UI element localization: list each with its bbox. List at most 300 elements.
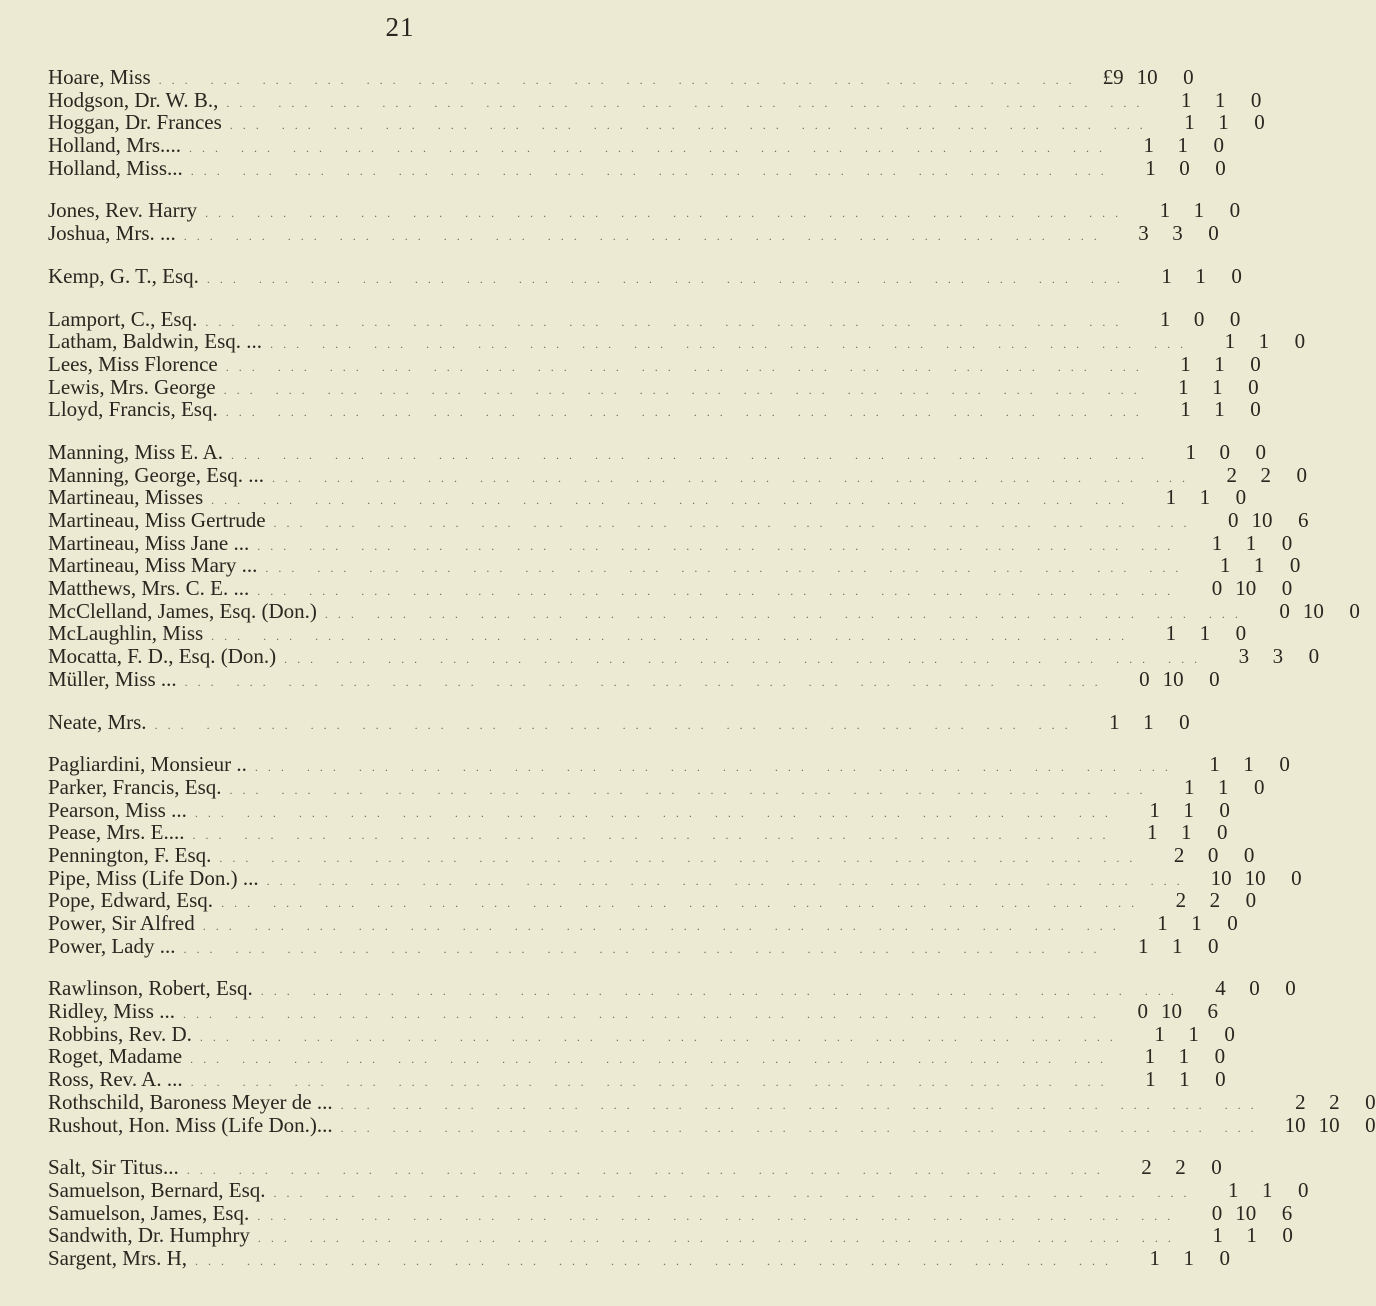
shillings-amount: 1 xyxy=(1258,329,1270,354)
subscriber-row xyxy=(48,462,1307,487)
shillings-amount: 1 xyxy=(1243,752,1254,777)
pounds-amount: 1 xyxy=(1224,329,1236,354)
shillings-amount: 1 xyxy=(1199,485,1211,510)
leader-dots xyxy=(276,648,1207,671)
shillings-amount: 1 xyxy=(1214,87,1226,112)
leader-dots xyxy=(197,202,1128,225)
amount xyxy=(1197,1179,1309,1202)
subscriber-row xyxy=(48,752,1290,777)
amount xyxy=(1144,889,1256,912)
pence-amount: 0 xyxy=(1365,1089,1376,1114)
leader-dots xyxy=(218,356,1149,379)
shillings-amount: 1 xyxy=(1218,774,1229,799)
amount xyxy=(1149,89,1261,112)
subscriber-name: Manning, Miss E. A. xyxy=(48,439,224,464)
shillings-amount: 2 xyxy=(1175,1155,1186,1180)
pence-amount: 0 xyxy=(1282,1223,1293,1248)
pounds-amount: 0 xyxy=(1211,1200,1223,1225)
pounds-amount: 1 xyxy=(1184,110,1195,135)
pounds-amount: 1 xyxy=(1149,797,1160,822)
letter-group xyxy=(48,439,1360,691)
shillings-amount: 0 xyxy=(1249,976,1260,1001)
subscriber-name: Jones, Rev. Harry xyxy=(48,198,198,223)
amount xyxy=(1107,222,1219,245)
subscriber-name: Pagliardini, Monsieur .. xyxy=(48,752,247,777)
subscriber-name: McClelland, James, Esq. (Don.) xyxy=(48,598,317,623)
subscriber-row xyxy=(48,530,1293,555)
amount xyxy=(1190,867,1302,890)
shillings-amount: 10 xyxy=(1136,65,1158,89)
leader-dots xyxy=(181,137,1112,160)
leader-dots xyxy=(187,802,1118,825)
leader-dots xyxy=(218,92,1149,115)
pounds-amount: 1 xyxy=(1159,306,1171,331)
subscriber-row xyxy=(48,306,1241,331)
shillings-amount: 1 xyxy=(1179,1067,1190,1092)
subscriber-name: Sargent, Mrs. H, xyxy=(48,1245,188,1270)
pounds-amount: 1 xyxy=(1161,263,1172,288)
shillings-amount: 0 xyxy=(1193,306,1205,331)
shillings-amount: 1 xyxy=(1143,709,1154,734)
shillings-amount: 10 xyxy=(1160,999,1182,1024)
amount xyxy=(1110,1156,1222,1179)
amount xyxy=(1123,1023,1235,1046)
shillings-amount: 10 xyxy=(1162,666,1184,691)
pence-amount: 0 xyxy=(1289,553,1301,578)
pounds-amount: 2 xyxy=(1141,1155,1152,1180)
shillings-amount: 1 xyxy=(1193,198,1205,223)
pence-amount: 0 xyxy=(1216,820,1228,845)
subscriber-row xyxy=(48,1112,1376,1137)
subscriber-name: Lamport, C., Esq. xyxy=(48,306,198,331)
subscriber-row xyxy=(48,1021,1235,1046)
pounds-amount: 1 xyxy=(1185,439,1197,464)
pence-amount: 0 xyxy=(1235,621,1247,646)
amount xyxy=(1180,532,1292,555)
leader-dots xyxy=(218,401,1149,424)
pounds-amount: 3 xyxy=(1138,221,1149,246)
subscriber-name: Müller, Miss ... xyxy=(48,666,177,691)
pence-amount: 0 xyxy=(1235,485,1247,510)
pence-amount: 0 xyxy=(1208,221,1219,246)
shillings-amount: 1 xyxy=(1177,133,1188,158)
pence-amount: 0 xyxy=(1211,1155,1222,1180)
shillings-amount: 1 xyxy=(1188,1021,1199,1046)
leader-dots xyxy=(253,980,1184,1003)
shillings-amount: 2 xyxy=(1209,888,1221,913)
shillings-amount: 0 xyxy=(1207,842,1219,867)
subscriber-name: Mocatta, F. D., Esq. (Don.) xyxy=(48,644,277,669)
letter-group xyxy=(48,198,1241,246)
shillings-amount: 1 xyxy=(1253,553,1265,578)
subscriber-row xyxy=(48,508,1309,532)
pence-amount: 0 xyxy=(1215,1067,1226,1092)
subscriber-row xyxy=(48,155,1226,180)
subscriber-name: Martineau, Miss Mary ... xyxy=(48,553,258,578)
subscriber-name: Lewis, Mrs. George xyxy=(48,374,216,399)
subscriber-name: Holland, Mrs.... xyxy=(48,133,181,158)
subscriber-name: Robbins, Rev. D. xyxy=(48,1021,192,1046)
subscriber-name: Pearson, Miss ... xyxy=(48,797,187,822)
shillings-amount: 1 xyxy=(1246,1223,1257,1248)
pounds-amount: 1 xyxy=(1157,911,1168,935)
pence-amount: 0 xyxy=(1285,976,1296,1001)
subscriber-name: Salt, Sir Titus... xyxy=(48,1155,179,1180)
pence-amount: 0 xyxy=(1229,198,1241,223)
pence-amount: 0 xyxy=(1298,1177,1309,1202)
shillings-amount: 3 xyxy=(1172,221,1183,246)
shillings-amount: 1 xyxy=(1180,820,1192,845)
pounds-amount: 1 xyxy=(1154,1021,1165,1046)
shillings-amount: 1 xyxy=(1214,397,1225,422)
subscriber-row xyxy=(48,329,1306,354)
subscriber-row xyxy=(48,598,1360,623)
pounds-amount: 1 xyxy=(1109,709,1120,734)
shillings-amount: 10 xyxy=(1235,576,1257,601)
subscriber-row xyxy=(48,110,1265,135)
pence-amount: 0 xyxy=(1296,462,1307,487)
leader-dots xyxy=(250,1227,1181,1250)
amount xyxy=(1197,509,1309,532)
leader-dots xyxy=(176,225,1107,248)
subscriber-name: Kemp, G. T., Esq. xyxy=(48,263,199,288)
pounds-amount: 2 xyxy=(1173,842,1185,867)
amount xyxy=(1134,622,1246,645)
amount xyxy=(1195,464,1307,487)
amount xyxy=(1118,1247,1230,1270)
amount xyxy=(1193,330,1305,353)
subscriber-row xyxy=(48,65,1194,89)
subscriber-name: Parker, Francis, Esq. xyxy=(48,774,222,799)
pence-amount: 0 xyxy=(1209,666,1220,691)
amount xyxy=(1130,265,1242,288)
leader-dots xyxy=(216,379,1147,402)
pounds-amount: 0 xyxy=(1279,598,1290,623)
pence-amount: 0 xyxy=(1213,133,1224,158)
leader-dots xyxy=(222,114,1153,137)
pence-amount: 0 xyxy=(1207,933,1219,958)
leader-dots xyxy=(259,870,1190,893)
pounds-amount: 1 xyxy=(1178,374,1189,399)
pence-amount: 0 xyxy=(1229,306,1241,331)
leader-dots xyxy=(249,1205,1180,1228)
subscriber-name: McLaughlin, Miss xyxy=(48,621,204,646)
leader-dots xyxy=(264,467,1195,490)
amount xyxy=(1184,977,1296,1000)
pence-amount: 0 xyxy=(1183,65,1194,89)
subscriber-name: Power, Lady ... xyxy=(48,933,176,958)
pence-amount: 0 xyxy=(1294,329,1306,354)
letter-group xyxy=(48,306,1306,422)
leader-dots xyxy=(199,268,1130,291)
leader-dots xyxy=(222,779,1153,802)
amount xyxy=(1154,441,1266,464)
leader-dots xyxy=(333,1117,1264,1140)
pence-amount: 0 xyxy=(1248,374,1259,399)
amount xyxy=(1118,799,1230,822)
pounds-amount: 1 xyxy=(1209,752,1220,777)
amount xyxy=(1106,935,1218,958)
pence-amount: 0 xyxy=(1219,1245,1231,1270)
subscriber-row xyxy=(48,87,1262,112)
pence-amount: 0 xyxy=(1227,911,1238,935)
subscriber-row xyxy=(48,485,1247,510)
amount xyxy=(1128,308,1240,331)
letter-group xyxy=(48,1155,1309,1270)
subscriber-name: Ridley, Miss ... xyxy=(48,999,175,1024)
subscriber-name: Manning, George, Esq. ... xyxy=(48,462,264,487)
leader-dots xyxy=(262,333,1193,356)
subscriber-name: Hoggan, Dr. Frances xyxy=(48,110,222,135)
pence-amount: 0 xyxy=(1279,752,1290,777)
pounds-amount: 2 xyxy=(1175,888,1187,913)
leader-dots xyxy=(175,938,1106,961)
leader-dots xyxy=(147,714,1078,737)
subscriber-row xyxy=(48,263,1242,288)
subscriber-row xyxy=(48,221,1219,246)
shillings-amount: 1 xyxy=(1183,1245,1195,1270)
leader-dots xyxy=(317,603,1248,626)
subscriber-row xyxy=(48,397,1261,422)
pounds-amount: £9 xyxy=(1102,65,1124,89)
pence-amount: 0 xyxy=(1349,598,1360,623)
subscriber-name: Pipe, Miss (Life Don.) ... xyxy=(48,865,259,890)
subscriber-name: Ross, Rev. A. ... xyxy=(48,1067,183,1092)
leader-dots xyxy=(211,847,1142,870)
shillings-amount: 1 xyxy=(1195,263,1206,288)
leader-dots xyxy=(249,535,1180,558)
amount xyxy=(1134,486,1246,509)
pounds-amount: 2 xyxy=(1226,462,1237,487)
amount xyxy=(1149,398,1261,421)
shillings-amount: 2 xyxy=(1260,462,1271,487)
subscriber-name: Matthews, Mrs. C. E. ... xyxy=(48,576,250,601)
pounds-amount: 1 xyxy=(1165,485,1177,510)
subscriber-row xyxy=(48,976,1296,1001)
subscriber-name: Holland, Miss... xyxy=(48,155,183,180)
amount xyxy=(1147,376,1259,399)
subscriber-row xyxy=(48,999,1218,1024)
pence-amount: 0 xyxy=(1255,439,1267,464)
pence-amount: 0 xyxy=(1224,1021,1235,1046)
leader-dots xyxy=(266,1182,1197,1205)
subscriber-row xyxy=(48,911,1238,935)
subscriber-row xyxy=(48,774,1265,799)
leader-dots xyxy=(249,580,1180,603)
pounds-amount: 4 xyxy=(1215,976,1226,1001)
leader-dots xyxy=(266,512,1197,535)
amount xyxy=(1112,134,1224,157)
leader-dots xyxy=(184,824,1115,847)
pence-amount: 0 xyxy=(1365,1112,1376,1137)
pounds-amount: 1 xyxy=(1180,351,1191,376)
subscriber-name: Martineau, Miss Jane ... xyxy=(48,530,250,555)
amount xyxy=(1149,353,1261,376)
pounds-amount: 1 xyxy=(1145,1067,1156,1092)
pounds-amount: 1 xyxy=(1180,87,1192,112)
pence-amount: 0 xyxy=(1250,397,1261,422)
subscriber-row xyxy=(48,576,1293,601)
shillings-amount: 10 xyxy=(1235,1200,1257,1225)
pounds-amount: 1 xyxy=(1143,133,1154,158)
shillings-amount: 1 xyxy=(1191,911,1202,935)
leader-dots xyxy=(183,160,1114,183)
leader-dots xyxy=(195,915,1126,938)
shillings-amount: 10 xyxy=(1244,865,1266,890)
pence-amount: 0 xyxy=(1245,888,1257,913)
amount xyxy=(1178,753,1290,776)
pence-amount: 0 xyxy=(1231,263,1242,288)
subscriber-name: Pennington, F. Esq. xyxy=(48,842,212,867)
shillings-amount: 1 xyxy=(1212,374,1223,399)
amount xyxy=(1180,1202,1292,1225)
amount xyxy=(1153,111,1265,134)
leader-dots xyxy=(177,671,1108,694)
subscriber-name: Neate, Mrs. xyxy=(48,709,147,734)
subscriber-row xyxy=(48,1067,1226,1092)
pounds-amount: 1 xyxy=(1165,621,1177,646)
subscriber-row xyxy=(48,933,1219,958)
pounds-amount: 1 xyxy=(1144,1044,1156,1069)
pounds-amount: 1 xyxy=(1228,1177,1239,1202)
pounds-amount: 0 xyxy=(1139,666,1150,691)
leader-dots xyxy=(179,1159,1110,1182)
pounds-amount: 1 xyxy=(1146,820,1158,845)
pounds-amount: 1 xyxy=(1180,397,1191,422)
leader-dots xyxy=(151,69,1082,92)
letter-group xyxy=(48,263,1242,288)
shillings-amount: 1 xyxy=(1199,621,1211,646)
amount xyxy=(1108,668,1220,691)
subscriber-name: Samuelson, James, Esq. xyxy=(48,1200,250,1225)
shillings-amount: 10 xyxy=(1318,1112,1340,1137)
shillings-amount: 3 xyxy=(1272,644,1284,669)
amount xyxy=(1207,645,1319,668)
amount xyxy=(1115,821,1227,844)
pence-amount: 0 xyxy=(1179,709,1190,734)
letter-group xyxy=(48,65,1265,180)
shillings-amount: 1 xyxy=(1245,530,1257,555)
subscriber-row xyxy=(48,439,1267,464)
subscriber-list xyxy=(48,65,1376,1290)
subscriber-row xyxy=(48,842,1255,867)
amount xyxy=(1106,1000,1218,1023)
amount xyxy=(1248,600,1360,623)
amount xyxy=(1188,554,1300,577)
subscriber-row xyxy=(48,1155,1222,1180)
leader-dots xyxy=(203,489,1134,512)
subscriber-row xyxy=(48,351,1261,376)
subscriber-name: Rothschild, Baroness Meyer de ... xyxy=(48,1089,333,1114)
pounds-amount: 1 xyxy=(1184,774,1195,799)
amount xyxy=(1114,1068,1226,1091)
amount xyxy=(1078,711,1190,734)
subscriber-name: Martineau, Miss Gertrude xyxy=(48,508,266,532)
subscriber-row xyxy=(48,621,1247,646)
shillings-amount: 10 xyxy=(1251,508,1273,532)
leader-dots xyxy=(182,1048,1113,1071)
pounds-amount: 1 xyxy=(1211,530,1223,555)
pounds-amount: 1 xyxy=(1145,155,1156,180)
pounds-amount: 1 xyxy=(1219,553,1231,578)
amount xyxy=(1126,912,1238,935)
shillings-amount: 1 xyxy=(1183,797,1194,822)
subscriber-row xyxy=(48,1044,1226,1069)
pounds-amount: 2 xyxy=(1295,1089,1306,1114)
pence-amount: 0 xyxy=(1219,797,1230,822)
leader-dots xyxy=(223,444,1154,467)
pounds-amount: 0 xyxy=(1211,576,1223,601)
subscriber-name: Martineau, Misses xyxy=(48,485,204,510)
subscriber-row xyxy=(48,1177,1309,1202)
pence-amount: 0 xyxy=(1281,576,1293,601)
amount xyxy=(1082,66,1194,89)
leader-dots xyxy=(247,756,1178,779)
amount xyxy=(1113,1045,1225,1068)
shillings-amount: 10 xyxy=(1302,598,1324,623)
subscriber-name: Rushout, Hon. Miss (Life Don.)... xyxy=(48,1112,333,1137)
leader-dots xyxy=(213,892,1144,915)
subscriber-row xyxy=(48,1245,1231,1270)
pounds-amount: 1 xyxy=(1137,933,1149,958)
subscriber-name: Sandwith, Dr. Humphry xyxy=(48,1223,250,1248)
subscriber-row xyxy=(48,1200,1293,1225)
leader-dots xyxy=(333,1094,1264,1117)
leader-dots xyxy=(175,1003,1106,1026)
subscriber-name: Power, Sir Alfred xyxy=(48,911,195,935)
subscriber-name: Pope, Edward, Esq. xyxy=(48,888,214,913)
pence-amount: 0 xyxy=(1214,1044,1226,1069)
pounds-amount: 1 xyxy=(1159,198,1171,223)
shillings-amount: 1 xyxy=(1178,1044,1190,1069)
pounds-amount: 3 xyxy=(1238,644,1250,669)
subscriber-name: Pease, Mrs. E.... xyxy=(48,820,185,845)
pence-amount: 0 xyxy=(1254,110,1265,135)
amount xyxy=(1142,844,1254,867)
subscriber-name: Roget, Madame xyxy=(48,1044,183,1069)
subscriber-name: Latham, Baldwin, Esq. ... xyxy=(48,329,263,354)
pence-amount: 6 xyxy=(1281,1200,1293,1225)
letter-group xyxy=(48,709,1190,734)
leader-dots xyxy=(187,1250,1118,1273)
amount xyxy=(1264,1091,1376,1114)
subscriber-row xyxy=(48,198,1241,223)
subscriber-name: Joshua, Mrs. ... xyxy=(48,221,176,246)
subscriber-row xyxy=(48,553,1301,578)
subscriber-row xyxy=(48,133,1224,158)
shillings-amount: 0 xyxy=(1219,439,1231,464)
subscriber-row xyxy=(48,374,1259,399)
shillings-amount: 0 xyxy=(1179,155,1190,180)
subscriber-row xyxy=(48,820,1228,845)
pence-amount: 0 xyxy=(1308,644,1320,669)
subscriber-row xyxy=(48,1089,1376,1114)
pence-amount: 0 xyxy=(1215,155,1226,180)
subscriber-row xyxy=(48,644,1320,669)
subscriber-name: Lees, Miss Florence xyxy=(48,351,218,376)
letter-group xyxy=(48,752,1302,958)
amount xyxy=(1264,1114,1376,1137)
pence-amount: 0 xyxy=(1254,774,1265,799)
pence-amount: 6 xyxy=(1207,999,1218,1024)
leader-dots xyxy=(192,1026,1123,1049)
pence-amount: 0 xyxy=(1250,87,1262,112)
pence-amount: 0 xyxy=(1281,530,1293,555)
shillings-amount: 1 xyxy=(1262,1177,1273,1202)
leader-dots xyxy=(203,625,1134,648)
pounds-amount: 10 xyxy=(1284,1112,1306,1137)
subscriber-name: Hodgson, Dr. W. B., xyxy=(48,87,219,112)
